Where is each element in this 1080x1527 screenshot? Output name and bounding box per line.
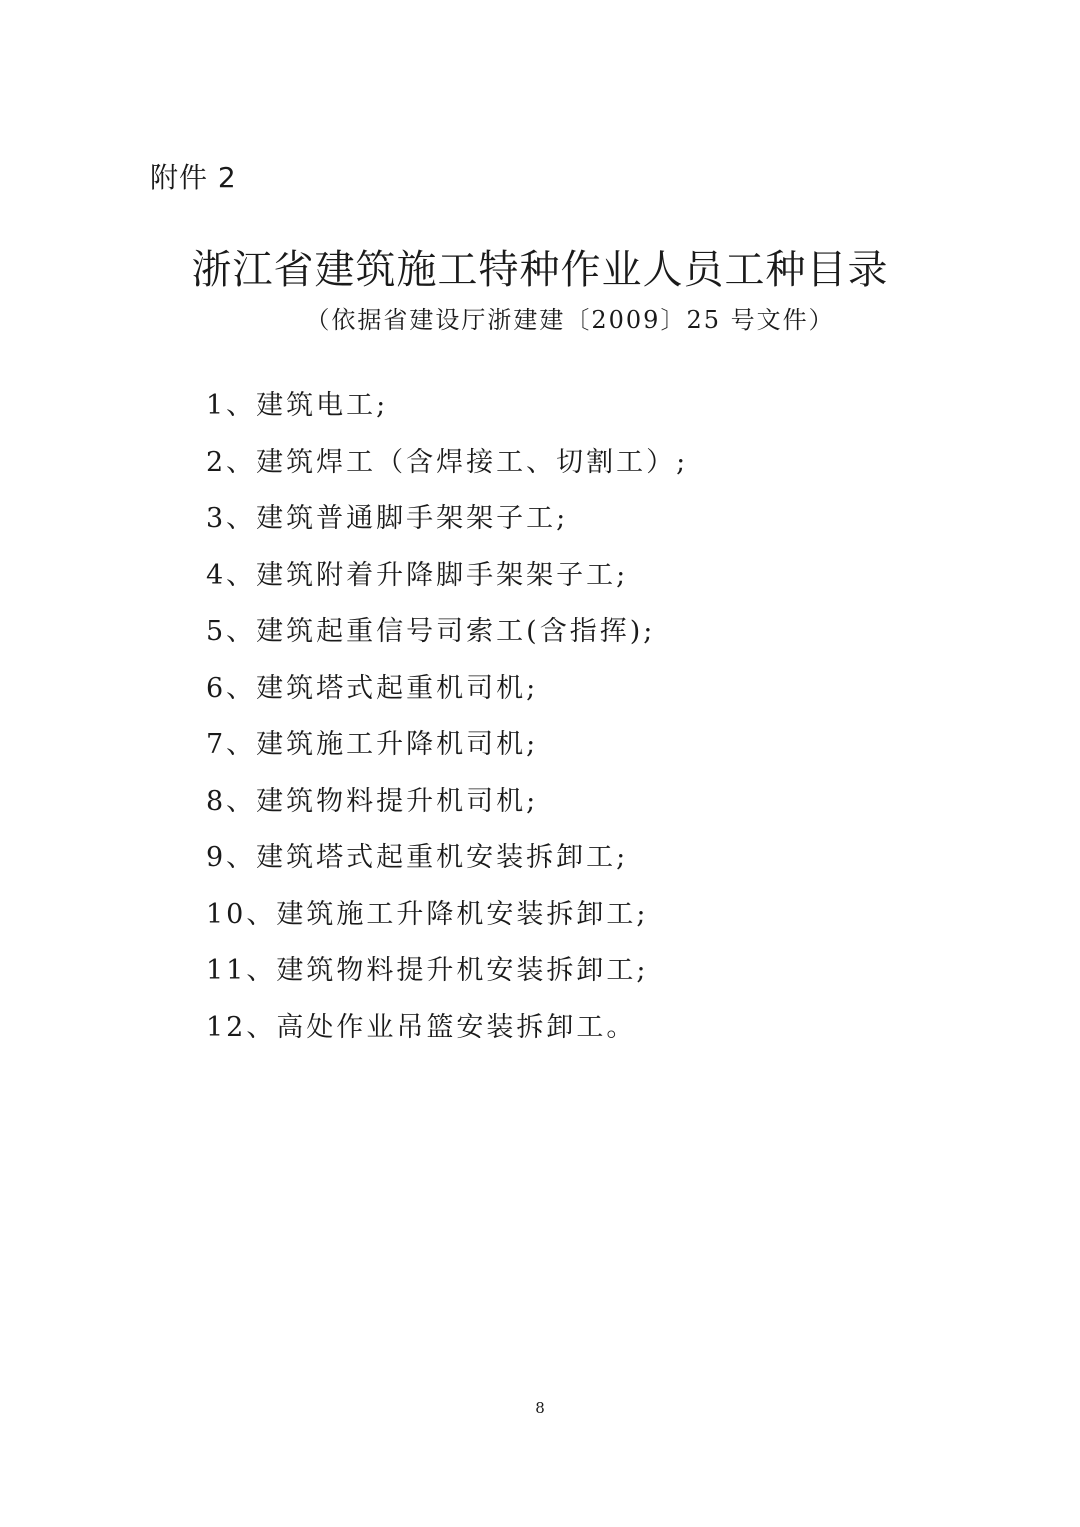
attachment-label: 附件 2 [150,161,237,194]
work-type-list [206,382,688,1060]
list-item: 10、建筑施工升降机安装拆卸工; [206,898,649,930]
list-item: 1、建筑电工; [206,390,389,421]
page-number: 8 [535,1399,545,1417]
list-item: 8、建筑物料提升机司机; [206,785,539,817]
list-item: 3、建筑普通脚手架架子工; [206,503,569,534]
list-item: 5、建筑起重信号司索工(含指挥); [206,616,656,647]
list-item: 11、建筑物料提升机安装拆卸工; [206,955,649,986]
list-item: 7、建筑施工升降机司机; [206,729,539,760]
document-subtitle: （依据省建设厅浙建建〔2009〕25 号文件） [305,306,835,334]
list-item: 9、建筑塔式起重机安装拆卸工; [206,842,629,873]
list-item: 12、高处作业吊篮安装拆卸工。 [206,1011,637,1043]
list-item: 4、建筑附着升降脚手架架子工; [206,559,629,591]
list-item: 6、建筑塔式起重机司机; [206,672,539,704]
list-item: 2、建筑焊工（含焊接工、切割工）; [206,446,689,478]
document-title: 浙江省建筑施工特种作业人员工种目录 [191,247,889,293]
